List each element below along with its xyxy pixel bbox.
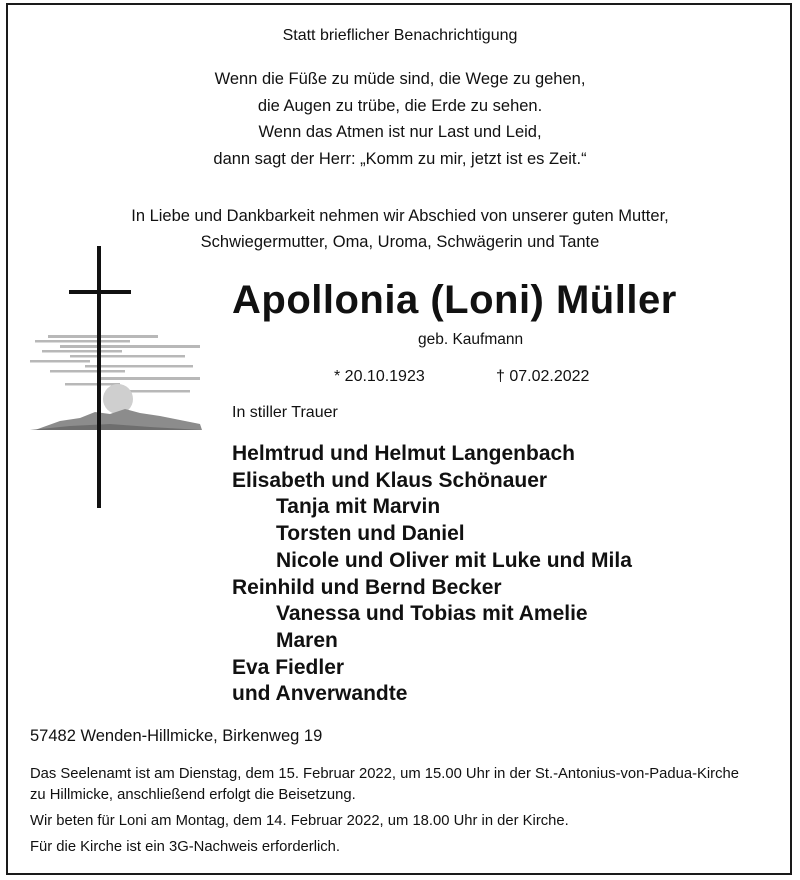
death-date: † 07.02.2022 xyxy=(496,368,590,385)
cross-landscape-icon xyxy=(30,246,205,516)
poem-line: Wenn das Atmen ist nur Last und Leid, xyxy=(258,123,542,141)
intro-line: Statt brieflicher Benachrichtigung xyxy=(282,27,518,44)
poem-line: die Augen zu trübe, die Erde zu sehen. xyxy=(257,96,543,115)
poem-line: Wenn die Füße zu müde sind, die Wege zu gehen, xyxy=(214,70,586,88)
mourner: Reinhild und Bernd Becker xyxy=(232,575,502,599)
mourners-list xyxy=(232,441,632,708)
farewell-line: In Liebe und Dankbarkeit nehmen wir Abschied von unserer guten Mutter, xyxy=(131,207,669,225)
mourner: Nicole und Oliver mit Luke und Mila xyxy=(276,548,632,572)
covid-note: Für die Kirche ist ein 3G-Nachweis erforderlich. xyxy=(30,839,341,855)
note-line: zu Hillmicke, anschließend erfolgt die Beisetzung. xyxy=(30,787,356,803)
deceased-name: Apollonia (Loni) Müller xyxy=(232,278,677,322)
service-note xyxy=(30,764,780,806)
mourner: Torsten und Daniel xyxy=(276,522,465,546)
mourner: Tanja mit Marvin xyxy=(276,495,441,519)
birth-date: * 20.10.1923 xyxy=(334,368,425,385)
mourner: und Anverwandte xyxy=(232,682,408,706)
maiden-name: geb. Kaufmann xyxy=(418,331,524,348)
mourner: Vanessa und Tobias mit Amelie xyxy=(276,602,588,626)
note-line: Das Seelenamt ist am Dienstag, dem 15. Februar 2022, um 15.00 Uhr in der St.-Antonius-von-Padua-Kirche xyxy=(30,766,739,782)
prayer-note: Wir beten für Loni am Montag, dem 14. Februar 2022, um 18.00 Uhr in der Kirche. xyxy=(30,813,569,829)
address: 57482 Wenden-Hillmicke, Birkenweg 19 xyxy=(30,727,323,745)
poem-line: dann sagt der Herr: „Komm zu mir, jetzt ist es Zeit.“ xyxy=(213,149,587,168)
mourner: Eva Fiedler xyxy=(232,655,345,679)
mourning-label: In stiller Trauer xyxy=(232,404,338,421)
mourner: Helmtrud und Helmut Langenbach xyxy=(232,442,576,465)
farewell-line: Schwiegermutter, Oma, Uroma, Schwägerin und Tante xyxy=(200,233,600,251)
mourner: Maren xyxy=(276,628,338,652)
poem xyxy=(0,66,800,172)
mourner: Elisabeth und Klaus Schönauer xyxy=(232,468,548,492)
